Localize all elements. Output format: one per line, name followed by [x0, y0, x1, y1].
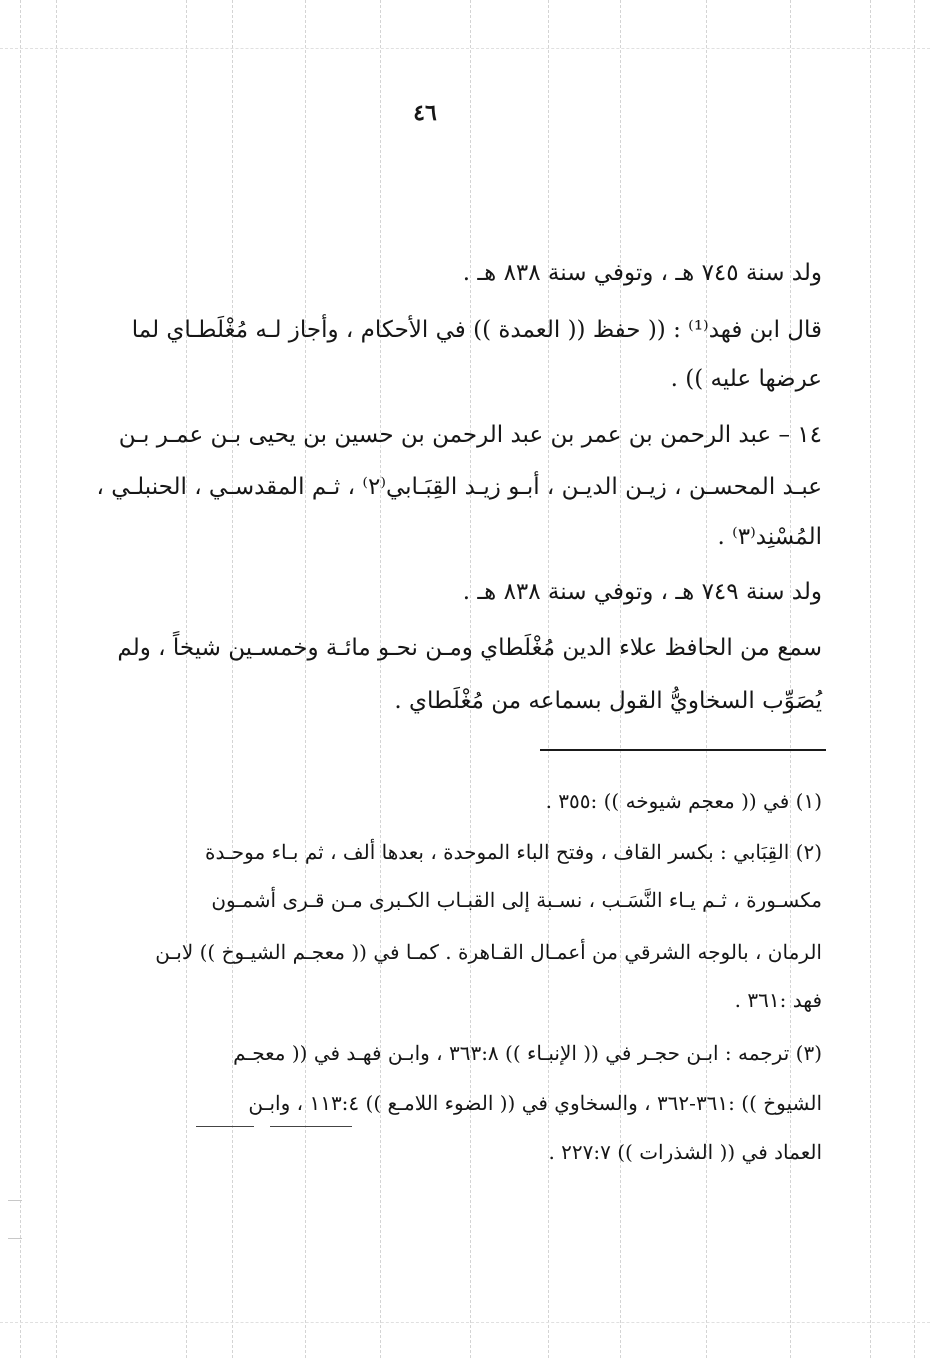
footnote-line: فهد :٣٦١ . [734, 988, 822, 1012]
scan-guide-line [20, 0, 21, 1358]
scan-guide-line [305, 0, 306, 1358]
scan-guide-line [0, 48, 930, 49]
scan-guide-line [186, 0, 187, 1358]
footnote-line: (٣) ترجمه : ابـن حجـر في (( الإنبـاء )) ٣٦٣:٨ ، وابـن فهـد في (( معجـم [233, 1041, 822, 1065]
scan-mark [8, 1238, 22, 1239]
body-line: ولد سنة ٧٤٩ هـ ، وتوفي سنة ٨٣٨ هـ . [462, 579, 822, 605]
footnote-line: مكسـورة ، ثـم يـاء النَّسَـب ، نسـبة إلى القبـاب الكـبرى مـن قـرى أشمـون [211, 888, 822, 912]
body-line: عرضها عليه )) . [670, 366, 822, 392]
body-line: قال ابن فهد⁽¹⁾ : (( حفظ (( العمدة )) في الأحكام ، وأجاز لـه مُغْلَطـاي لما [131, 317, 822, 343]
footnote-line: (١) في (( معجم شيوخه )) :٣٥٥ . [545, 789, 822, 813]
scan-guide-line [914, 0, 915, 1358]
scan-guide-line [0, 1322, 930, 1323]
scan-mark [8, 1200, 22, 1201]
body-line: عبـد المحسـن ، زيـن الديـن ، أبـو زيـد القِبَـابي⁽٢⁾ ، ثـم المقدسـي ، الحنبلـي ، [96, 474, 822, 500]
body-line: سمع من الحافظ علاء الدين مُغْلَطاي ومـن نحـو مائـة وخمسـين شيخاً ، ولم [117, 635, 822, 661]
footnote-line: العماد في (( الشذرات )) ٢٢٧:٧ . [548, 1140, 822, 1164]
scan-guide-line [470, 0, 471, 1358]
scan-guide-line [56, 0, 57, 1358]
footnote-line: الرمان ، بالوجه الشرقي من أعمـال القـاهرة . كمـا في (( معجـم الشيـوخ )) لابـن [155, 940, 822, 964]
scan-guide-line [870, 0, 871, 1358]
body-line: ١٤ – عبد الرحمن بن عمر بن عبد الرحمن بن حسين بن يحيى بـن عمـر بـن [118, 422, 822, 448]
page-number: ٤٦ [413, 100, 437, 126]
handwritten-underline [270, 1126, 352, 1127]
footnote-separator [540, 749, 826, 751]
body-line: يُصَوِّب السخاويُّ القول بسماعه من مُغْلَطاي . [394, 688, 822, 714]
footnote-line: (٢) القِبَابي : بكسر القاف ، وفتح الباء الموحدة ، بعدها ألف ، ثم بـاء موحـدة [204, 840, 822, 864]
body-line: المُسْنِد⁽٣⁾ . [717, 524, 822, 550]
scan-guide-line [380, 0, 381, 1358]
footnote-line: الشيوخ )) :٣٦١-٣٦٢ ، والسخاوي في (( الضوء اللامـع )) ١١٣:٤ ، وابـن [248, 1091, 822, 1115]
scan-guide-line [232, 0, 233, 1358]
handwritten-underline [196, 1126, 254, 1127]
body-line: ولد سنة ٧٤٥ هـ ، وتوفي سنة ٨٣٨ هـ . [462, 260, 822, 286]
